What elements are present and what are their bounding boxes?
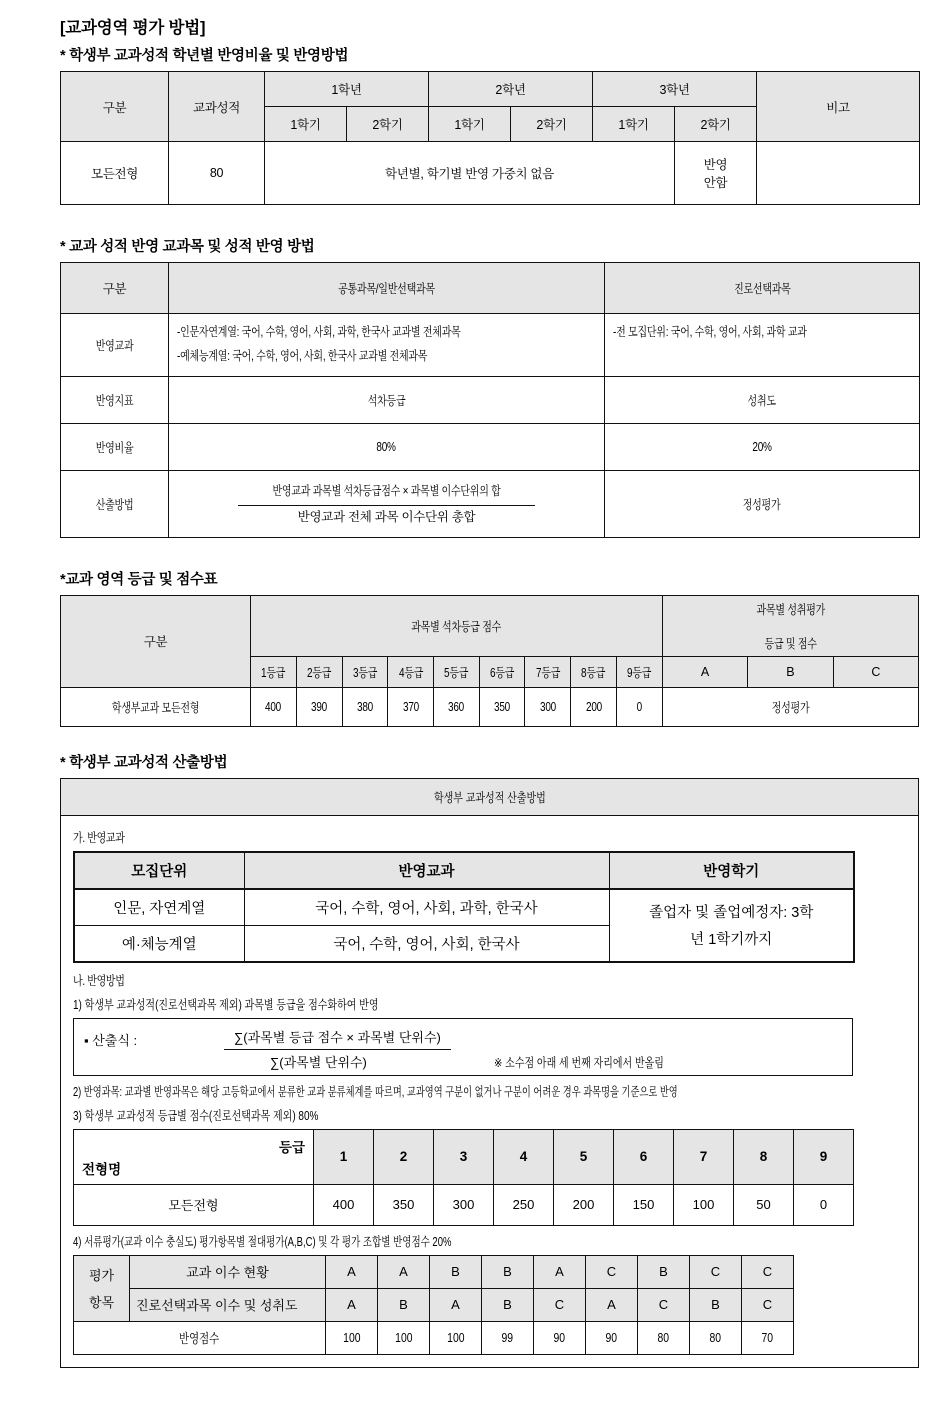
cell-gp-1: 400 <box>314 1184 374 1225</box>
cell-score-9: 0 <box>616 687 662 726</box>
th-subject-score: 교과성적 <box>169 72 265 142</box>
th-g6: 6 <box>614 1129 674 1184</box>
cell-score-4: 370 <box>388 687 434 726</box>
th-achieve-c: C <box>833 656 919 687</box>
table-grade-points <box>73 1129 854 1226</box>
th-remark: 비고 <box>757 72 920 142</box>
cell-r2-c4: B <box>482 1288 534 1321</box>
th-reflect-subject: 반영교과 <box>244 852 609 889</box>
th-eval-item: 평가 항목 <box>74 1255 130 1321</box>
th-g9: 9 <box>794 1129 854 1184</box>
method-item-3: 3) 학생부 교과성적 등급별 점수(진로선택과목 제외) 80% <box>73 1108 319 1123</box>
cell-reflect-subject-label: 반영교과 <box>61 314 169 377</box>
cell-r2-c1: A <box>326 1288 378 1321</box>
section1-heading: * 학생부 교과성적 학년별 반영비율 및 반영방법 <box>60 48 349 64</box>
formula-denominator: ∑(과목별 단위수) <box>270 1054 367 1070</box>
formula-numerator: ∑(과목별 등급 점수 × 과목별 단위수) <box>224 1027 451 1050</box>
th-grade-3: 3등급 <box>342 656 388 687</box>
th-grade-8: 8등급 <box>571 656 617 687</box>
cell-total-c4: 99 <box>482 1321 534 1354</box>
th-common-text: 공통과목/일반선택과목 <box>338 282 435 296</box>
th-g7: 7 <box>674 1129 734 1184</box>
cell-gp-5: 200 <box>554 1184 614 1225</box>
cell-r1-c9: C <box>742 1255 794 1288</box>
label-reflect-method: 나. 반영방법 <box>73 973 125 988</box>
cell-r2-c7: C <box>638 1288 690 1321</box>
table-subject-reflection-method <box>60 262 920 538</box>
cell-ratio-common: 80% <box>169 423 605 470</box>
semester-line1: 졸업자 및 졸업예정자: 3학 <box>649 905 814 921</box>
cell-gp-8: 50 <box>734 1184 794 1225</box>
cell-r1-c6: C <box>586 1255 638 1288</box>
cell-weight-note: 학년별, 학기별 반영 가중치 없음 <box>265 142 675 205</box>
cell-gp-7: 100 <box>674 1184 734 1225</box>
table-row <box>74 1184 854 1225</box>
cell-calc-formula <box>169 470 605 537</box>
th-grade2: 2학년 <box>429 72 593 107</box>
cell-total-c2: 100 <box>378 1321 430 1354</box>
th-grade-5: 5등급 <box>434 656 480 687</box>
formula-box <box>73 1018 853 1076</box>
table-row <box>61 376 920 423</box>
cell-unit-arts: 예·체능계열 <box>74 925 244 962</box>
cell-type-label: 모든전형 <box>74 1184 314 1225</box>
table-document-evaluation <box>73 1255 794 1355</box>
cell-r1-c8: C <box>690 1255 742 1288</box>
cell-r2-c8: B <box>690 1288 742 1321</box>
cell-ratio-career: 20% <box>605 423 920 470</box>
th-division: 구분 <box>61 72 169 142</box>
th-career-text: 진로선택과목 <box>733 282 791 296</box>
table-row <box>74 889 854 926</box>
cell-subjects-arts: 국어, 수학, 영어, 사회, 한국사 <box>244 925 609 962</box>
cell-row-label: 학생부교과 모든전형 <box>61 687 251 726</box>
cell-g3-sem2-note <box>675 142 757 205</box>
cell-total-c1: 100 <box>326 1321 378 1354</box>
table-row <box>74 1321 794 1354</box>
cell-gp-2: 350 <box>374 1184 434 1225</box>
th-g3-sem2: 2학기 <box>675 107 757 142</box>
cell-score-2: 390 <box>296 687 342 726</box>
cell-calc-career: 정성평가 <box>605 470 920 537</box>
calculation-method-box <box>60 778 919 1368</box>
th-admission-unit: 모집단위 <box>74 852 244 889</box>
cell-achievement-value: 정성평가 <box>662 687 918 726</box>
cell-calc-label: 산출방법 <box>61 470 169 537</box>
th-division: 구분 <box>61 595 251 687</box>
cell-gp-4: 250 <box>494 1184 554 1225</box>
cell-gp-9: 0 <box>794 1184 854 1225</box>
th-corner <box>74 1129 314 1184</box>
th-grade3: 3학년 <box>593 72 757 107</box>
cell-indicator-career: 성취도 <box>605 376 920 423</box>
g3-sem2-line2: 안함 <box>703 176 728 190</box>
cell-career-subjects: -전 모집단위: 국어, 수학, 영어, 사회, 과학 교과 <box>605 314 920 377</box>
cell-total-c6: 90 <box>586 1321 638 1354</box>
cell-r2-c3: A <box>430 1288 482 1321</box>
th-g2-sem2: 2학기 <box>511 107 593 142</box>
cell-total-c3: 100 <box>430 1321 482 1354</box>
th-g8: 8 <box>734 1129 794 1184</box>
section4-heading: * 학생부 교과성적 산출방법 <box>60 754 228 771</box>
cell-r2-c6: A <box>586 1288 638 1321</box>
th-grade1: 1학년 <box>265 72 429 107</box>
th-career-subject <box>605 263 920 314</box>
th-grade-4: 4등급 <box>388 656 434 687</box>
th-grade-1: 1등급 <box>251 656 297 687</box>
th-division: 구분 <box>61 263 169 314</box>
page-title: [교과영역 평가 방법] <box>60 19 206 37</box>
cell-total-c8: 80 <box>690 1321 742 1354</box>
th-common-subject <box>169 263 605 314</box>
cell-score-6: 350 <box>479 687 525 726</box>
cell-r1-c2: A <box>378 1255 430 1288</box>
th-grade-2: 2등급 <box>296 656 342 687</box>
cell-total-label: 반영점수 <box>74 1321 326 1354</box>
th-g2-sem1: 1학기 <box>429 107 511 142</box>
formula-note: ※ 소수점 아래 세 번째 자리에서 반올림 <box>494 1055 664 1070</box>
cell-indicator-label: 반영지표 <box>61 376 169 423</box>
cell-subjects-humanities: 국어, 수학, 영어, 사회, 과학, 한국사 <box>244 889 609 926</box>
th-grade-6: 6등급 <box>479 656 525 687</box>
method-item-2: 2) 반영과목: 교과별 반영과목은 해당 고등학교에서 분류한 교과 분류체계를 따르며, 교과영역 구분이 없거나 구분이 어려운 경우 과목명을 기준으로 반영 <box>73 1084 678 1099</box>
cell-r2-c2: B <box>378 1288 430 1321</box>
cell-remark <box>757 142 920 205</box>
th-grade-9: 9등급 <box>616 656 662 687</box>
table-admission-unit <box>73 851 855 963</box>
table-row <box>74 1288 794 1321</box>
cell-score-8: 200 <box>571 687 617 726</box>
cell-ratio-label: 반영비율 <box>61 423 169 470</box>
th-grade-label: 등급 <box>278 1139 305 1155</box>
cell-gp-6: 150 <box>614 1184 674 1225</box>
cell-r1-c5: A <box>534 1255 586 1288</box>
th-career-completion: 진로선택과목 이수 및 성취도 <box>130 1288 326 1321</box>
formula-denominator: 반영교과 전체 과목 이수단위 총합 <box>297 509 476 524</box>
table-row <box>61 314 920 377</box>
formula-numerator: 반영교과 과목별 석차등급점수 × 과목별 이수단위의 합 <box>238 478 535 506</box>
table-row <box>74 1255 794 1288</box>
table-row <box>61 423 920 470</box>
g3-sem2-line1: 반영 <box>703 158 728 172</box>
cell-total-c9: 70 <box>742 1321 794 1354</box>
cell-r1-c4: B <box>482 1255 534 1288</box>
th-g3-sem1: 1학기 <box>593 107 675 142</box>
cell-score-5: 360 <box>434 687 480 726</box>
th-g5: 5 <box>554 1129 614 1184</box>
cell-r1-c1: A <box>326 1255 378 1288</box>
table-grade-reflection-ratio <box>60 71 920 205</box>
th-achieve-b: B <box>748 656 833 687</box>
th-g1-sem1: 1학기 <box>265 107 347 142</box>
box-title: 학생부 교과성적 산출방법 <box>61 779 918 816</box>
th-subject-completion: 교과 이수 현황 <box>130 1255 326 1288</box>
table-row <box>61 687 919 726</box>
cell-semester <box>609 889 854 962</box>
label-reflect-subject: 가. 반영교과 <box>73 830 125 845</box>
cell-score-1: 400 <box>251 687 297 726</box>
method-item-4: 4) 서류평가(교과 이수 충실도) 평가항목별 절대평가(A,B,C) 및 각 평가 조합별 반영점수 20% <box>73 1234 452 1249</box>
th-achieve-a: A <box>662 656 747 687</box>
method-item-1: 1) 학생부 교과성적(진로선택과목 제외) 과목별 등급을 점수화하여 반영 <box>73 997 379 1012</box>
cell-indicator-common: 석차등급 <box>169 376 605 423</box>
th-g1: 1 <box>314 1129 374 1184</box>
table-grade-score <box>60 595 919 727</box>
cell-r1-c3: B <box>430 1255 482 1288</box>
th-grade-7: 7등급 <box>525 656 571 687</box>
cell-division: 모든전형 <box>61 142 169 205</box>
table-row <box>61 142 920 205</box>
cell-r2-c5: C <box>534 1288 586 1321</box>
cell-total-c5: 90 <box>534 1321 586 1354</box>
cell-score-3: 380 <box>342 687 388 726</box>
th-g1-sem2: 2학기 <box>347 107 429 142</box>
cell-unit-humanities: 인문, 자연계열 <box>74 889 244 926</box>
cell-r1-c7: B <box>638 1255 690 1288</box>
table-row <box>61 470 920 537</box>
cell-total-c7: 80 <box>638 1321 690 1354</box>
th-admission-type-label: 전형명 <box>82 1161 122 1177</box>
th-g4: 4 <box>494 1129 554 1184</box>
th-achievement: 과목별 성취평가 등급 및 점수 <box>662 595 918 656</box>
semester-line2: 년 1학기까지 <box>690 932 773 948</box>
section3-heading: *교과 영역 등급 및 점수표 <box>60 571 218 588</box>
cell-r2-c9: C <box>742 1288 794 1321</box>
th-g3: 3 <box>434 1129 494 1184</box>
cell-score-7: 300 <box>525 687 571 726</box>
cell-gp-3: 300 <box>434 1184 494 1225</box>
formula-label: ▪ 산출식 : <box>84 1032 138 1048</box>
th-rank-score: 과목별 석차등급 점수 <box>251 595 663 656</box>
section2-heading: * 교과 성적 반영 교과목 및 성적 반영 방법 <box>60 239 315 255</box>
th-g2: 2 <box>374 1129 434 1184</box>
cell-common-subjects: -인문자연계열: 국어, 수학, 영어, 사회, 과학, 한국사 교과별 전체과목 -예체능계열: 국어, 수학, 영어, 사회, 한국사 교과별 전체과목 <box>169 314 605 377</box>
th-reflect-semester: 반영학기 <box>609 852 854 889</box>
cell-score: 80 <box>169 142 265 205</box>
